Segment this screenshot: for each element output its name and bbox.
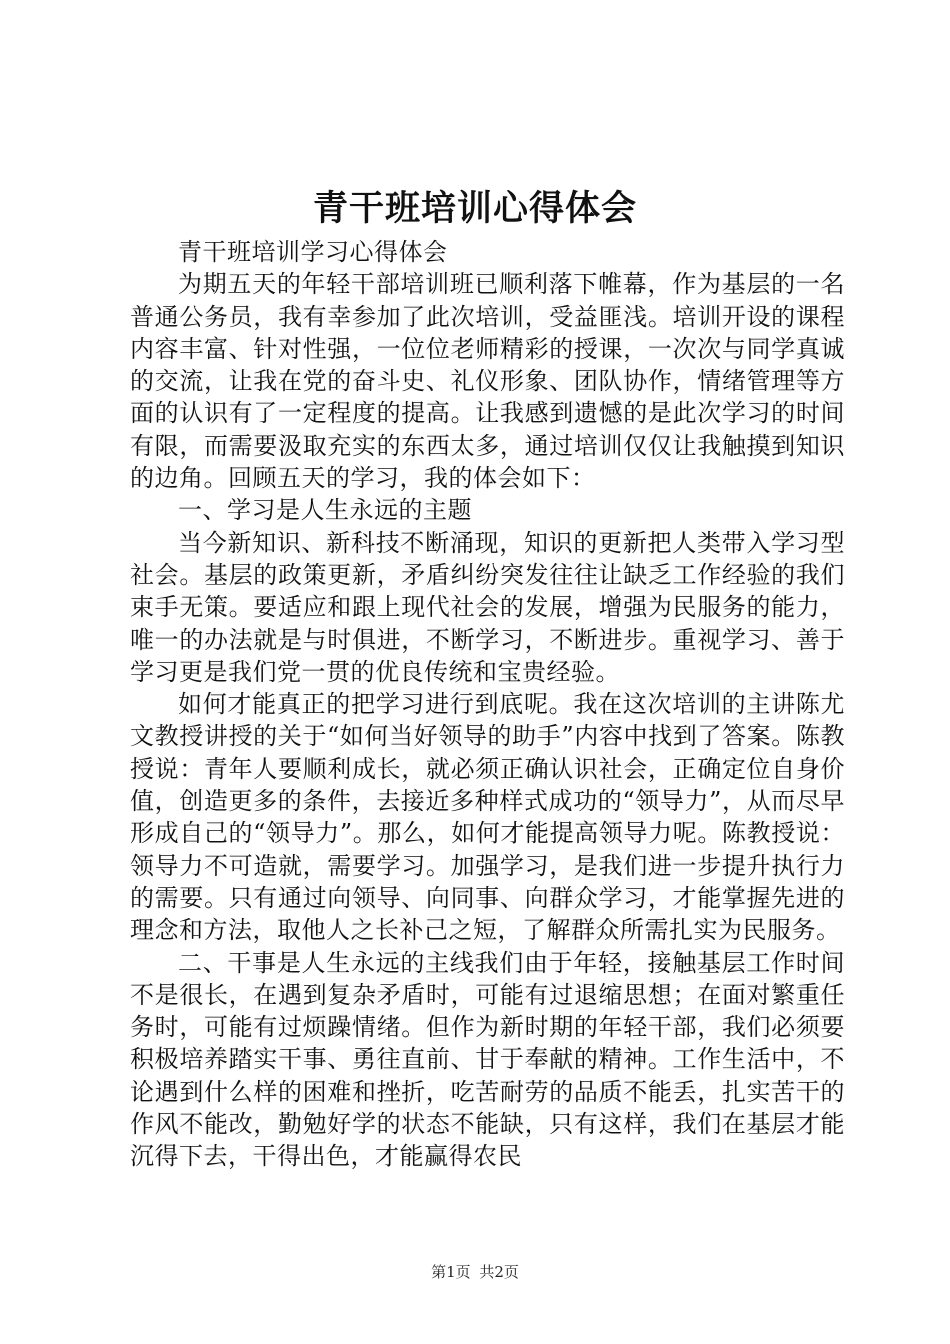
section-1-paragraph: 当今新知识、新科技不断涌现，知识的更新把人类带入学习型社会。基层的政策更新，矛盾纠纷突发往往让缺乏工作经验的我们束手无策。要适应和跟上现代社会的发展，增强为民服务的能力，唯一的办法就是与时俱进，不断学习，不断进步。重视学习、善于学习更是我们党一贯的优良传统和宝贵经验。 <box>130 528 845 686</box>
subtitle-paragraph: 青干班培训学习心得体会 <box>178 238 448 266</box>
section-1-paragraph-2: 如何才能真正的把学习进行到底呢。我在这次培训的主讲陈尤文教授讲授的关于“如何当好领导的助手”内容中找到了答案。陈教授说：青年人要顺利成长，就必须正确认识社会，正确定位自身价值，创造更多的条件，去接近多种样式成功的“领导力”，从而尽早形成自己的“领导力”。那么，如何才能提高领导力呢。陈教授说：领导力不可造就，需要学习。加强学习，是我们进一步提升执行力的需要。只有通过向领导、向同事、向群众学习，才能掌握先进的理念和方法，取他人之长补己之短，了解群众所需扎实为民服务。 <box>130 690 845 945</box>
page-total: 共2页 <box>479 1263 519 1281</box>
section-heading-1: 一、学习是人生永远的主题 <box>178 496 472 525</box>
section-2-paragraph: 二、干事是人生永远的主线我们由于年轻，接触基层工作时间不是很长，在遇到复杂矛盾时，可能有过退缩思想；在面对繁重任务时，可能有过烦躁情绪。但作为新时期的年轻干部，我们必须要积极培养踏实干事、勇往直前、甘于奉献的精神。工作生活中，不论遇到什么样的困难和挫折，吃苦耐劳的品质不能丢，扎实苦干的作风不能改，勤勉好学的状态不能缺，只有这样，我们在基层才能沉得下去，干得出色，才能赢得农民 <box>130 948 845 1171</box>
document-title: 青干班培训心得体会 <box>312 188 637 229</box>
page-footer <box>0 1262 950 1282</box>
intro-paragraph: 为期五天的年轻干部培训班已顺利落下帷幕，作为基层的一名普通公务员，我有幸参加了此次培训，受益匪浅。培训开设的课程内容丰富、针对性强，一位位老师精彩的授课，一次次与同学真诚的交流，让我在党的奋斗史、礼仪形象、团队协作，情绪管理等方面的认识有了一定程度的提高。让我感到遗憾的是此次学习的时间有限，而需要汲取充实的东西太多，通过培训仅仅让我触摸到知识的边角。回顾五天的学习，我的体会如下： <box>130 270 845 493</box>
document-body <box>130 236 845 1173</box>
page-number: 第1页 <box>431 1263 471 1281</box>
